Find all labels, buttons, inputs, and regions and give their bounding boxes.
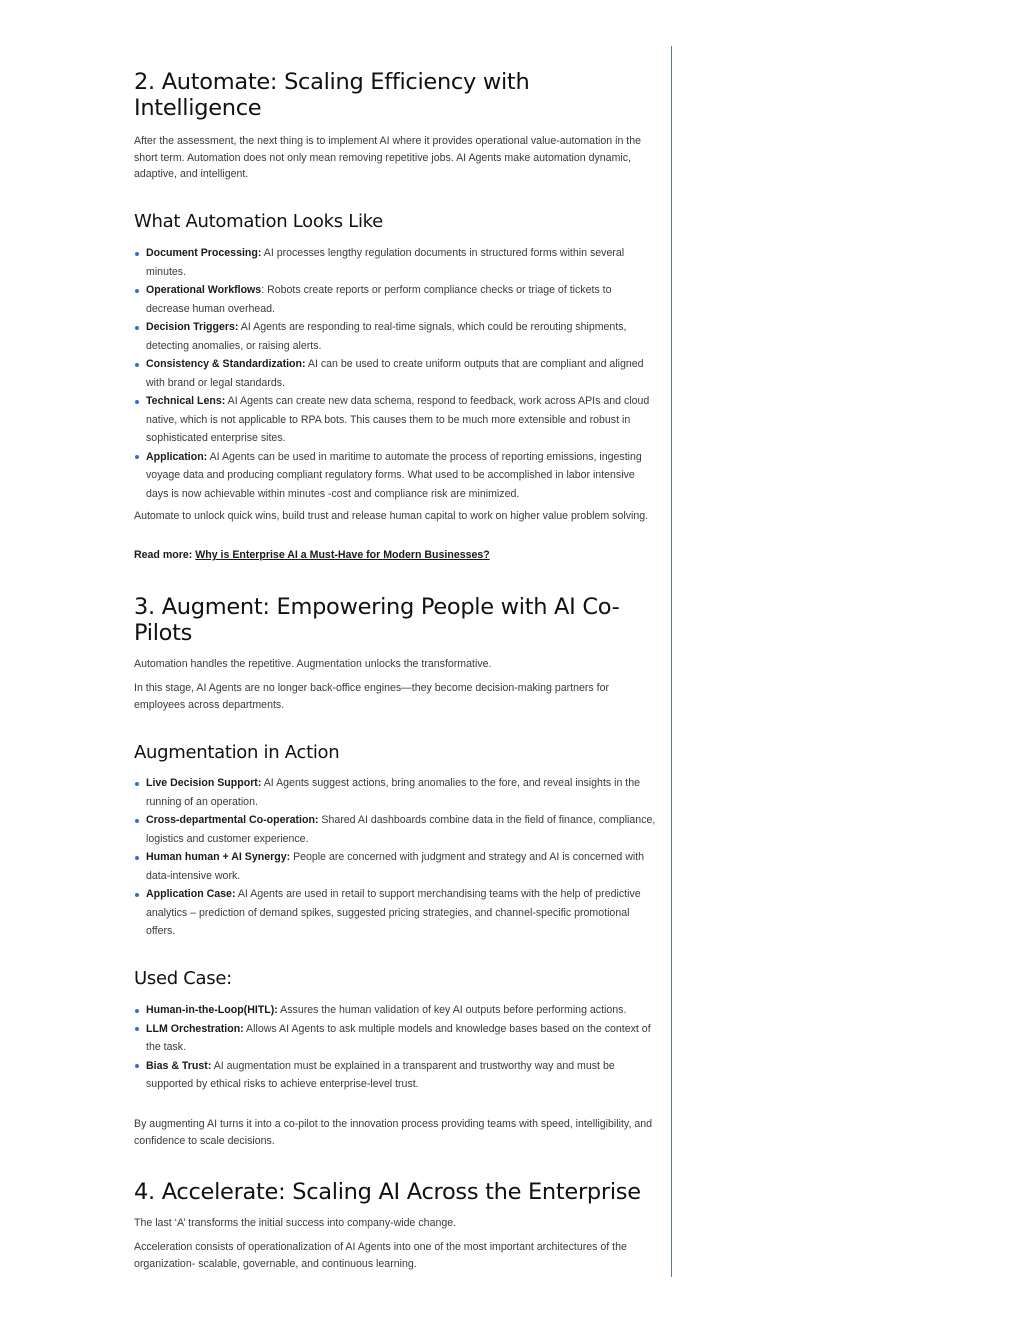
used-case-list — [134, 1001, 656, 1094]
section-4-p2: Acceleration consists of operationalization of AI Agents into one of the most important architectures of the organization- scalable, governable, and continuous learning. — [134, 1241, 627, 1270]
section-2-intro: After the assessment, the next thing is to implement AI where it provides operational value-automation in the short term. Automation does not only mean removing repetitive jobs. AI Agents make automation dynamic, adaptive, and intelligent. — [134, 135, 642, 180]
list-item: Cross-departmental Co-operation: Shared AI dashboards combine data in the field of finance, compliance, logistics and customer experience. — [134, 811, 656, 848]
list-item: Live Decision Support: AI Agents suggest actions, bring anomalies to the fore, and reveal insights in the running of an operation. — [134, 774, 656, 811]
section-2-outro: Automate to unlock quick wins, build trust and release human capital to work on higher value problem solving. — [134, 510, 649, 522]
list-item: Human human + AI Synergy: People are concerned with judgment and strategy and AI is concerned with data-intensive work. — [134, 848, 656, 885]
section-3-heading: 3. Augment: Empowering People with AI Co-Pilots — [134, 594, 620, 646]
automation-list — [134, 244, 656, 503]
section-3-p2: In this stage, AI Agents are no longer back-office engines—they become decision-making partners for employees across departments. — [134, 682, 610, 711]
used-case-subheading: Used Case: — [134, 968, 232, 989]
augmentation-subheading: Augmentation in Action — [134, 742, 340, 763]
list-item: Consistency & Standardization: AI can be used to create uniform outputs that are compliant and aligned with brand or legal standards. — [134, 355, 656, 392]
list-item: Technical Lens: AI Agents can create new data schema, respond to feedback, work across APIs and cloud native, which is not applicable to RPA bots. This causes them to be much more extensible and robust in sophisticated enterprise sites. — [134, 392, 656, 448]
section-3-outro: By augmenting AI turns it into a co-pilot to the innovation process providing teams with speed, intelligibility, and confidence to scale decisions. — [134, 1118, 653, 1147]
list-item: Human-in-the-Loop(HITL): Assures the human validation of key AI outputs before performing actions. — [134, 1001, 656, 1020]
read-more-link[interactable]: Why is Enterprise AI a Must-Have for Modern Businesses? — [195, 549, 490, 561]
list-item: Operational Workflows: Robots create reports or perform compliance checks or triage of tickets to decrease human overhead. — [134, 281, 656, 318]
list-item: Bias & Trust: AI augmentation must be explained in a transparent and trustworthy way and must be supported by ethical risks to achieve enterprise-level trust. — [134, 1057, 656, 1094]
list-item: Document Processing: AI processes lengthy regulation documents in structured forms within several minutes. — [134, 244, 656, 281]
list-item: LLM Orchestration: Allows AI Agents to ask multiple models and knowledge bases based on the context of the task. — [134, 1020, 656, 1057]
column-divider — [671, 46, 672, 1277]
augmentation-list — [134, 774, 656, 941]
read-more: Read more: Why is Enterprise AI a Must-Have for Modern Businesses? — [134, 549, 490, 561]
automation-subheading: What Automation Looks Like — [134, 211, 383, 232]
list-item: Decision Triggers: AI Agents are responding to real-time signals, which could be rerouting shipments, detecting anomalies, or raising alerts. — [134, 318, 656, 355]
section-4-heading: 4. Accelerate: Scaling AI Across the Enterprise — [134, 1179, 641, 1205]
section-4-p1: The last ‘A’ transforms the initial success into company-wide change. — [134, 1217, 457, 1229]
list-item: Application: AI Agents can be used in maritime to automate the process of reporting emissions, ingesting voyage data and producing compliant regulatory forms. What used to be accomplished in labor intensive days is now achievable within minutes -cost and compliance risk are minimized. — [134, 448, 656, 504]
list-item: Application Case: AI Agents are used in retail to support merchandising teams with the help of predictive analytics – prediction of demand spikes, suggested pricing strategies, and channel-specific promotional offers. — [134, 885, 656, 941]
section-3-p1: Automation handles the repetitive. Augmentation unlocks the transformative. — [134, 658, 492, 670]
section-2-heading: 2. Automate: Scaling Efficiency with Intelligence — [134, 69, 530, 121]
